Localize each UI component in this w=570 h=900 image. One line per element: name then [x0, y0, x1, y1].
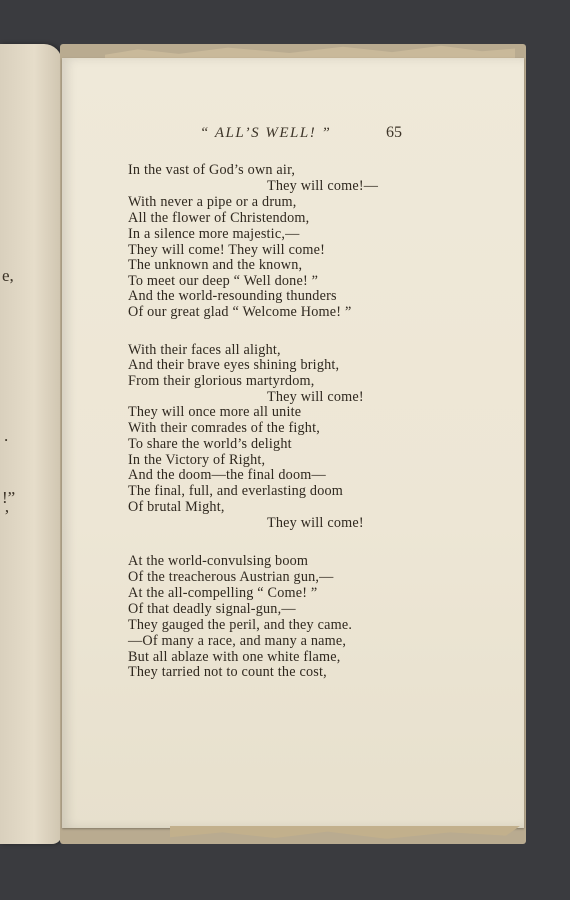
- poem-line: At the all-compelling “ Come! ”: [128, 585, 318, 601]
- poem-line: Of brutal Might,: [128, 499, 225, 515]
- left-page: [0, 44, 62, 844]
- poem-line: Of that deadly signal-gun,—: [128, 601, 296, 617]
- left-page-fragment: .: [4, 426, 9, 445]
- poem-line: They will once more all unite: [128, 404, 302, 420]
- poem-line: To meet our deep “ Well done! ”: [128, 273, 319, 289]
- poem-line: And the world-resounding thunders: [128, 288, 337, 304]
- poem-line: In the vast of God’s own air,: [128, 162, 296, 178]
- poem-line: And their brave eyes shining bright,: [128, 357, 340, 373]
- poem-line: Of the treacherous Austrian gun,—: [128, 569, 334, 585]
- poem-line: —Of many a race, and many a name,: [128, 633, 347, 649]
- poem-line: They tarried not to count the cost,: [128, 664, 327, 680]
- page-number: 65: [386, 124, 402, 141]
- left-page-fragment: ’: [4, 506, 10, 525]
- poem-line: They will come!: [267, 389, 364, 405]
- poem-line: In a silence more majestic,—: [128, 226, 300, 242]
- poem-line: They will come!: [267, 515, 364, 531]
- poem-line: All the flower of Christendom,: [128, 210, 310, 226]
- poem-line: At the world-convulsing boom: [128, 553, 309, 569]
- poem-line: With their faces all alight,: [128, 342, 281, 358]
- poem-line: From their glorious martyrdom,: [128, 373, 315, 389]
- left-page-fragment: e,: [2, 266, 14, 285]
- poem-line: With never a pipe or a drum,: [128, 194, 297, 210]
- running-title: “ ALL’S WELL! ”: [200, 125, 332, 141]
- poem-line: The final, full, and everlasting doom: [128, 483, 344, 499]
- poem-line: With their comrades of the fight,: [128, 420, 320, 436]
- poem-line: The unknown and the known,: [128, 257, 303, 273]
- poem-line: They gauged the peril, and they came.: [128, 617, 353, 633]
- poem-line: They will come! They will come!: [128, 242, 326, 258]
- poem-line: But all ablaze with one white flame,: [128, 649, 341, 665]
- poem-line: In the Victory of Right,: [128, 452, 266, 468]
- left-page-fragment: !”: [2, 488, 16, 507]
- poem-line: And the doom—the final doom—: [128, 467, 326, 483]
- poem-line: To share the world’s delight: [128, 436, 292, 452]
- poem-line: They will come!—: [267, 178, 379, 194]
- poem-line: Of our great glad “ Welcome Home! ”: [128, 304, 352, 320]
